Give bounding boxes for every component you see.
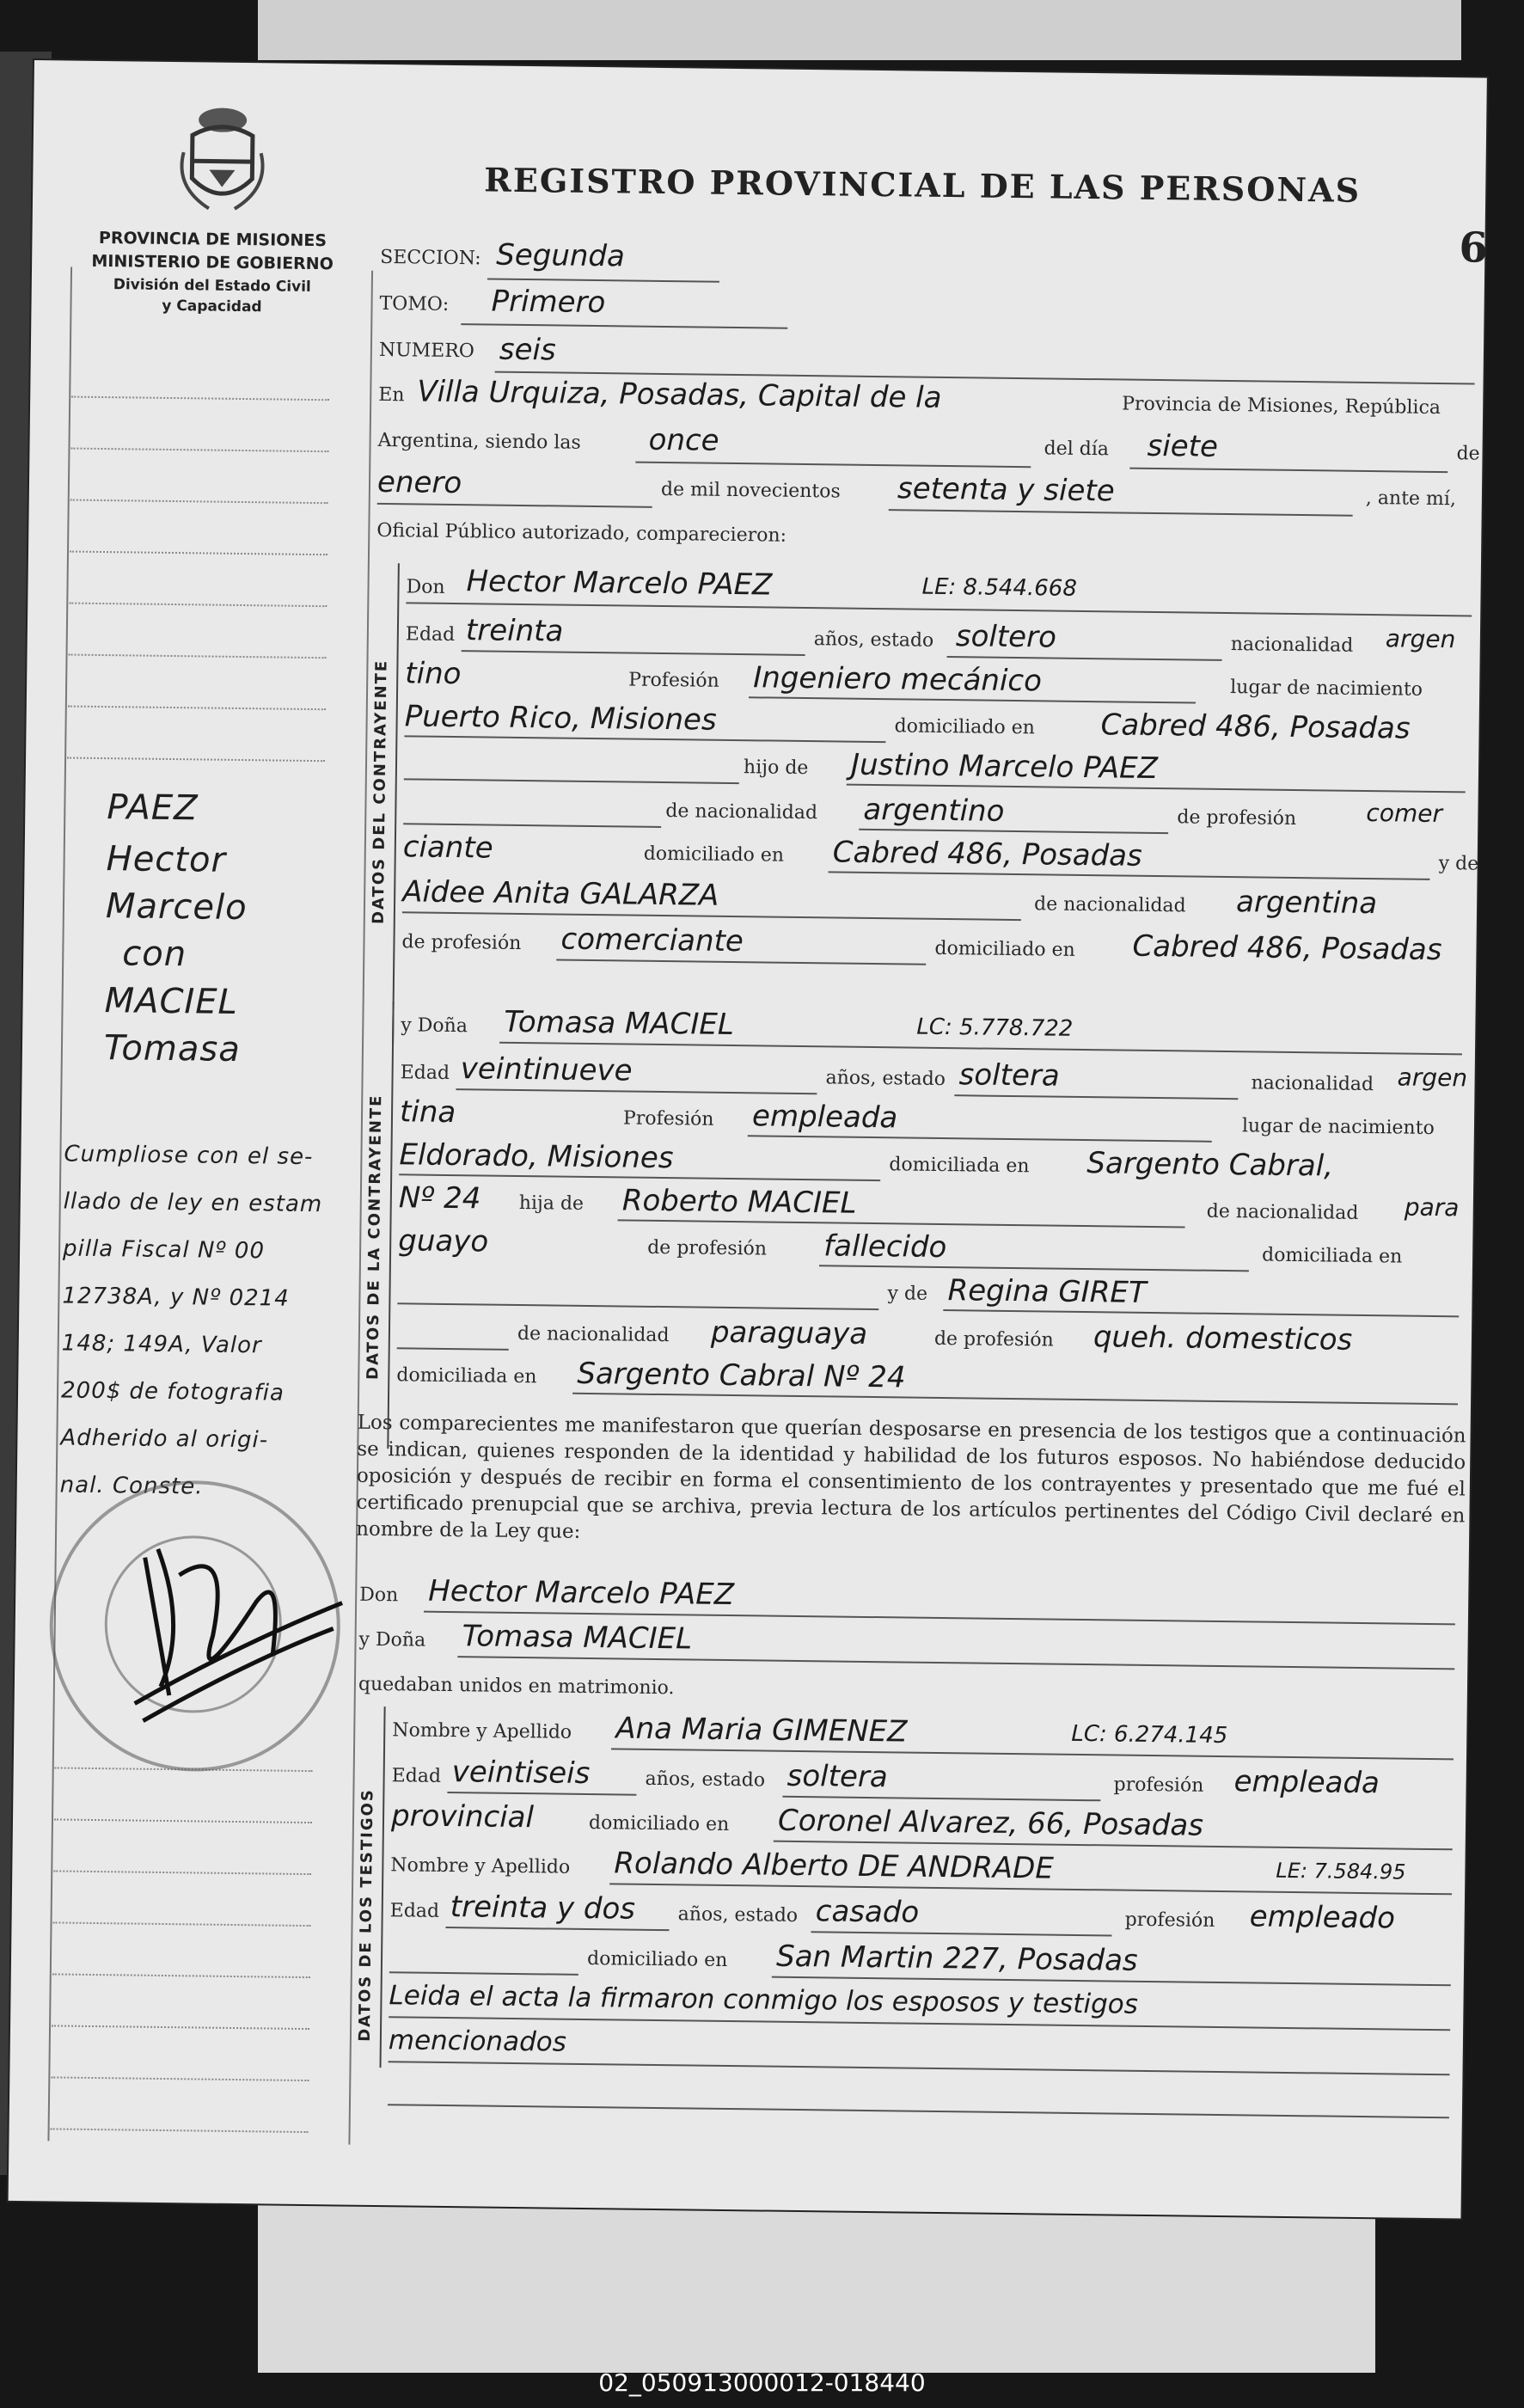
value-anio: setenta y siete: [897, 471, 1115, 509]
margin-note-line: pilla Fiscal Nº 00: [62, 1235, 266, 1265]
value-testigo2-domicilio: San Martin 227, Posadas: [775, 1939, 1138, 1978]
value-hora: once: [648, 422, 719, 458]
value-novio-padre-nacionalidad: argentino: [863, 792, 1005, 829]
margin-note-line: Cumpliose con el se-: [64, 1141, 314, 1171]
label-seccion: SECCION:: [380, 246, 481, 270]
value-novio-madre-domicilio: Cabred 486, Posadas: [1132, 928, 1442, 968]
underline: [462, 650, 805, 656]
margin-name-3: Tomasa: [103, 1028, 242, 1070]
underline: [402, 911, 1021, 921]
value-novia-domicilio-a: Sargento Cabral,: [1086, 1146, 1334, 1184]
value-lugar: Villa Urquiza, Posadas, Capital de la: [417, 374, 942, 415]
value-novio-padre-profesion-b: ciante: [402, 830, 493, 866]
label-de-mil: de mil novecientos: [660, 478, 841, 503]
margin-note-line: llado de ley en estam: [63, 1188, 323, 1218]
underline: [397, 1302, 878, 1310]
underline: [749, 696, 1196, 703]
value-novia-madre-domicilio: Sargento Cabral Nº 24: [577, 1356, 906, 1395]
org-line-3: División del Estado Civil: [113, 276, 311, 296]
org-line-4: y Capacidad: [162, 297, 262, 316]
underline: [618, 1219, 1185, 1228]
value-novia-madre: Regina GIRET: [947, 1273, 1147, 1310]
section-label-contrayente: DATOS DEL CONTRAYENTE: [369, 659, 391, 925]
margin-note-line: 12738A, y Nº 0214: [62, 1283, 290, 1312]
value-novio-padre-domicilio: Cabred 486, Posadas: [832, 835, 1142, 873]
value-testigo2-nombre: Rolando Alberto DE ANDRADE: [614, 1846, 1055, 1886]
value-novia-nombre: Tomasa MACIEL: [504, 1004, 735, 1043]
value-mes: enero: [376, 464, 462, 501]
margin-note-line: Adherido al origi-: [60, 1425, 269, 1454]
margin-dotted-lines: [34, 60, 1487, 78]
underline: [943, 1309, 1459, 1317]
value-novio-madre: Aidee Anita GALARZA: [401, 874, 719, 913]
label-nacionalidad-novia: nacionalidad: [1251, 1072, 1374, 1096]
label-lugar-nacimiento-novia: lugar de nacimiento: [1241, 1115, 1435, 1139]
underline: [1129, 468, 1447, 474]
value-novia-edad: veintinueve: [460, 1051, 633, 1088]
label-ante-mi: , ante mí,: [1365, 487, 1457, 511]
label-nombre-apellido-1: Nombre y Apellido: [392, 1719, 572, 1743]
label-del-dia: del día: [1044, 438, 1110, 461]
underline: [397, 1347, 509, 1351]
label-oficial: Oficial Público autorizado, comparecieron:: [376, 519, 787, 547]
label-de: de: [1456, 443, 1480, 465]
label-anos-estado-testigo2: años, estado: [677, 1903, 799, 1927]
value-seccion: Segunda: [496, 237, 626, 274]
label-y-dona-declara: y Doña: [358, 1628, 426, 1651]
label-hija-de: hija de: [518, 1192, 585, 1215]
label-de-profesion-madre: de profesión: [401, 931, 522, 954]
underline: [572, 1393, 1458, 1406]
margin-note: [59, 1131, 360, 1513]
label-tomo: TOMO:: [379, 292, 450, 316]
underline: [389, 2061, 1450, 2075]
value-dia: siete: [1147, 428, 1219, 464]
label-numero: NUMERO: [378, 339, 475, 363]
value-novia-padre: Roberto MACIEL: [621, 1183, 857, 1221]
value-novia-domicilio-b: Nº 24: [398, 1180, 481, 1216]
value-declara-dona: Tomasa MACIEL: [462, 1619, 693, 1657]
value-novio-nacimiento: Puerto Rico, Misiones: [404, 699, 717, 738]
label-de-profesion: de profesión: [1177, 806, 1297, 830]
value-novio-padre-profesion-a: comer: [1366, 798, 1443, 829]
underline: [456, 1088, 817, 1094]
value-novia-padre-nacionalidad-b: guayo: [398, 1223, 489, 1259]
label-profesion-testigo1: profesión: [1113, 1774, 1204, 1797]
value-testigo2-estado: casado: [815, 1894, 920, 1930]
label-domiciliada-en-madre-novia: domiciliada en: [396, 1364, 537, 1388]
label-profesion-novia: Profesión: [622, 1107, 714, 1130]
label-domiciliado-en-testigo2: domiciliado en: [586, 1948, 728, 1972]
value-novia-documento: LC: 5.778.722: [916, 1014, 1074, 1042]
value-novia-profesion: empleada: [751, 1099, 898, 1136]
underline: [404, 778, 739, 784]
underline: [859, 829, 1168, 834]
margin-note-line: 148; 149A, Valor: [61, 1330, 262, 1359]
label-domiciliada: domiciliada en: [1261, 1244, 1403, 1268]
label-domiciliada-en: domiciliada en: [889, 1154, 1030, 1178]
margin-name-2: Marcelo: [105, 886, 248, 928]
label-y-de-novia: y de: [887, 1283, 928, 1305]
label-en: En: [378, 383, 405, 407]
section-testigos-border: [380, 1706, 386, 2068]
value-novia-padre-profesion: fallecido: [823, 1229, 947, 1265]
label-de-nacionalidad-madre-novia: de nacionalidad: [517, 1322, 670, 1347]
paper-edge-top: [258, 0, 1461, 60]
label-edad: Edad: [405, 623, 456, 646]
underline: [611, 1748, 1454, 1760]
underline: [389, 1971, 578, 1976]
coat-of-arms-icon: [174, 101, 271, 213]
label-domiciliado-en: domiciliado en: [894, 715, 1036, 739]
value-novia-madre-nacionalidad: paraguaya: [710, 1314, 868, 1351]
label-domiciliado-en-testigo1: domiciliado en: [588, 1812, 730, 1836]
value-cierre-a: Leida el acta la firmaron conmigo los esposos y testigos: [389, 1980, 1139, 2020]
section-label-testigos: DATOS DE LOS TESTIGOS: [355, 1788, 377, 2042]
value-novio-nacionalidad-a: argen: [1385, 624, 1456, 654]
value-novia-nacimiento: Eldorado, Misiones: [399, 1137, 674, 1176]
underline: [782, 1796, 1100, 1802]
label-profesion-testigo2: profesión: [1124, 1909, 1215, 1932]
value-novio-madre-nacionalidad: argentina: [1235, 885, 1378, 922]
org-line-2: MINISTERIO DE GOBIERNO: [91, 251, 334, 274]
value-novia-madre-profesion: queh. domesticos: [1093, 1320, 1353, 1357]
value-novio-nacionalidad-b: tino: [405, 656, 462, 692]
label-lugar-nacimiento: lugar de nacimiento: [1230, 677, 1423, 701]
value-testigo2-edad: treinta y dos: [450, 1890, 636, 1927]
value-novio-nombre: Hector Marcelo PAEZ: [466, 564, 773, 603]
underline: [635, 462, 1031, 469]
label-de-nacionalidad-padre-novia: de nacionalidad: [1206, 1200, 1359, 1224]
label-de-nacionalidad-madre: de nacionalidad: [1033, 893, 1186, 917]
margin-name-1: Hector: [106, 839, 227, 880]
label-edad-testigo1: Edad: [391, 1765, 442, 1787]
value-novio-estado: soltero: [955, 619, 1057, 655]
value-testigo1-edad: veintiseis: [451, 1755, 591, 1792]
page-title: REGISTRO PROVINCIAL DE LAS PERSONAS: [484, 160, 1362, 210]
label-anos-estado-testigo1: años, estado: [645, 1768, 766, 1792]
label-de-profesion-madre-novia: de profesión: [933, 1327, 1054, 1351]
label-domiciliado-en-padre: domiciliado en: [643, 842, 785, 867]
value-testigo1-profesion-b: provincial: [390, 1798, 535, 1835]
value-novio-documento: LE: 8.544.668: [921, 573, 1078, 602]
value-novio-padre: Justino Marcelo PAEZ: [850, 747, 1159, 787]
value-novia-padre-nacionalidad-a: para: [1404, 1192, 1460, 1222]
underline: [487, 278, 719, 282]
declaration-text: Los comparecientes me manifestaron que querían desposarse en presencia de los testigos que a continuación se indican, quienes responden de la identidad y habilidad de los futuros esposos. No habiéndose deducido oposición y después de recibir en forma el consentimiento de los contrayentes y presentado que me fué el certificado prenupcial que se archiva, previa lectura de los artículos pertinentes del Código Civil declaré en nombre de la Ley que:: [355, 1411, 1466, 1543]
margin-surname-1: PAEZ: [107, 787, 199, 829]
label-quedaban: quedaban unidos en matrimonio.: [358, 1673, 675, 1700]
value-novio-edad: treinta: [465, 613, 564, 649]
org-line-1: PROVINCIA DE MISIONES: [98, 228, 327, 251]
label-don-declara: Don: [359, 1584, 399, 1607]
value-testigo2-profesion: empleado: [1249, 1899, 1396, 1936]
underline: [406, 602, 1472, 616]
value-novia-estado: soltera: [958, 1057, 1060, 1094]
label-y-dona: y Doña: [401, 1014, 468, 1038]
label-domiciliado-en-madre: domiciliado en: [934, 937, 1075, 961]
value-cierre-b: mencionados: [388, 2025, 567, 2058]
value-novio-madre-profesion: comerciante: [560, 922, 744, 959]
value-testigo1-nombre: Ana Maria GIMENEZ: [615, 1711, 908, 1749]
margin-note-line: 200$ de fotografia: [60, 1377, 285, 1406]
signature-icon: [108, 1523, 352, 1731]
underline: [811, 1931, 1111, 1936]
label-de-nacionalidad: de nacionalidad: [665, 800, 818, 824]
margin-note-line: nal. Conste.: [59, 1472, 204, 1500]
label-hijo-de: hijo de: [743, 757, 809, 780]
value-testigo1-estado: soltera: [786, 1758, 888, 1795]
label-anos-estado-novia: años, estado: [825, 1067, 946, 1091]
label-provincia: Provincia de Misiones, República: [1122, 393, 1441, 420]
value-testigo1-documento: LC: 6.274.145: [1071, 1720, 1228, 1749]
underline: [499, 1042, 1462, 1056]
underline: [457, 1656, 1454, 1670]
section-contrayente2-border: [387, 1002, 394, 1449]
value-declara-don: Hector Marcelo PAEZ: [428, 1573, 735, 1613]
label-y-de: y de: [1438, 853, 1479, 875]
underline: [388, 2104, 1449, 2118]
underline: [748, 1135, 1212, 1143]
label-nacionalidad: nacionalidad: [1230, 634, 1354, 657]
value-tomo: Primero: [491, 284, 606, 321]
margin-con: con: [122, 934, 187, 975]
section-label-contrayente-2: DATOS DE LA CONTRAYENTE: [364, 1094, 386, 1381]
value-testigo1-profesion-a: empleada: [1233, 1764, 1380, 1801]
underline: [377, 503, 652, 508]
underline: [947, 656, 1222, 661]
value-novia-nacionalidad-a: argen: [1397, 1063, 1468, 1093]
section-contrayente-border: [392, 563, 400, 1045]
label-argentina-siendo: Argentina, siendo las: [377, 429, 581, 454]
underline: [445, 1927, 669, 1931]
underline: [447, 1792, 636, 1796]
page-number: 6: [1459, 224, 1489, 273]
underline: [403, 823, 661, 828]
value-novio-profesion: Ingeniero mecánico: [753, 660, 1043, 699]
underline: [954, 1094, 1238, 1100]
underline: [819, 1265, 1249, 1271]
register-page: [9, 60, 1487, 2218]
value-testigo2-documento: LE: 7.584.95: [1276, 1858, 1406, 1884]
label-don: Don: [406, 576, 445, 598]
underline: [889, 509, 1353, 517]
value-novio-domicilio: Cabred 486, Posadas: [1100, 708, 1411, 746]
label-profesion: Profesión: [628, 669, 719, 692]
underline: [461, 323, 787, 329]
label-nombre-apellido-2: Nombre y Apellido: [390, 1854, 571, 1878]
label-edad-testigo2: Edad: [389, 1900, 440, 1922]
value-numero: seis: [499, 332, 556, 368]
margin-surname-2: MACIEL: [104, 981, 239, 1022]
underline: [556, 959, 926, 965]
value-novia-nacionalidad-b: tina: [399, 1094, 456, 1130]
label-edad-novia: Edad: [400, 1062, 450, 1084]
image-caption: 02_050913000012-018440: [598, 2368, 926, 2397]
label-de-profesion-padre-novia: de profesión: [647, 1236, 768, 1260]
value-testigo1-domicilio: Coronel Alvarez, 66, Posadas: [777, 1803, 1204, 1843]
label-anos-estado: años, estado: [813, 628, 934, 652]
